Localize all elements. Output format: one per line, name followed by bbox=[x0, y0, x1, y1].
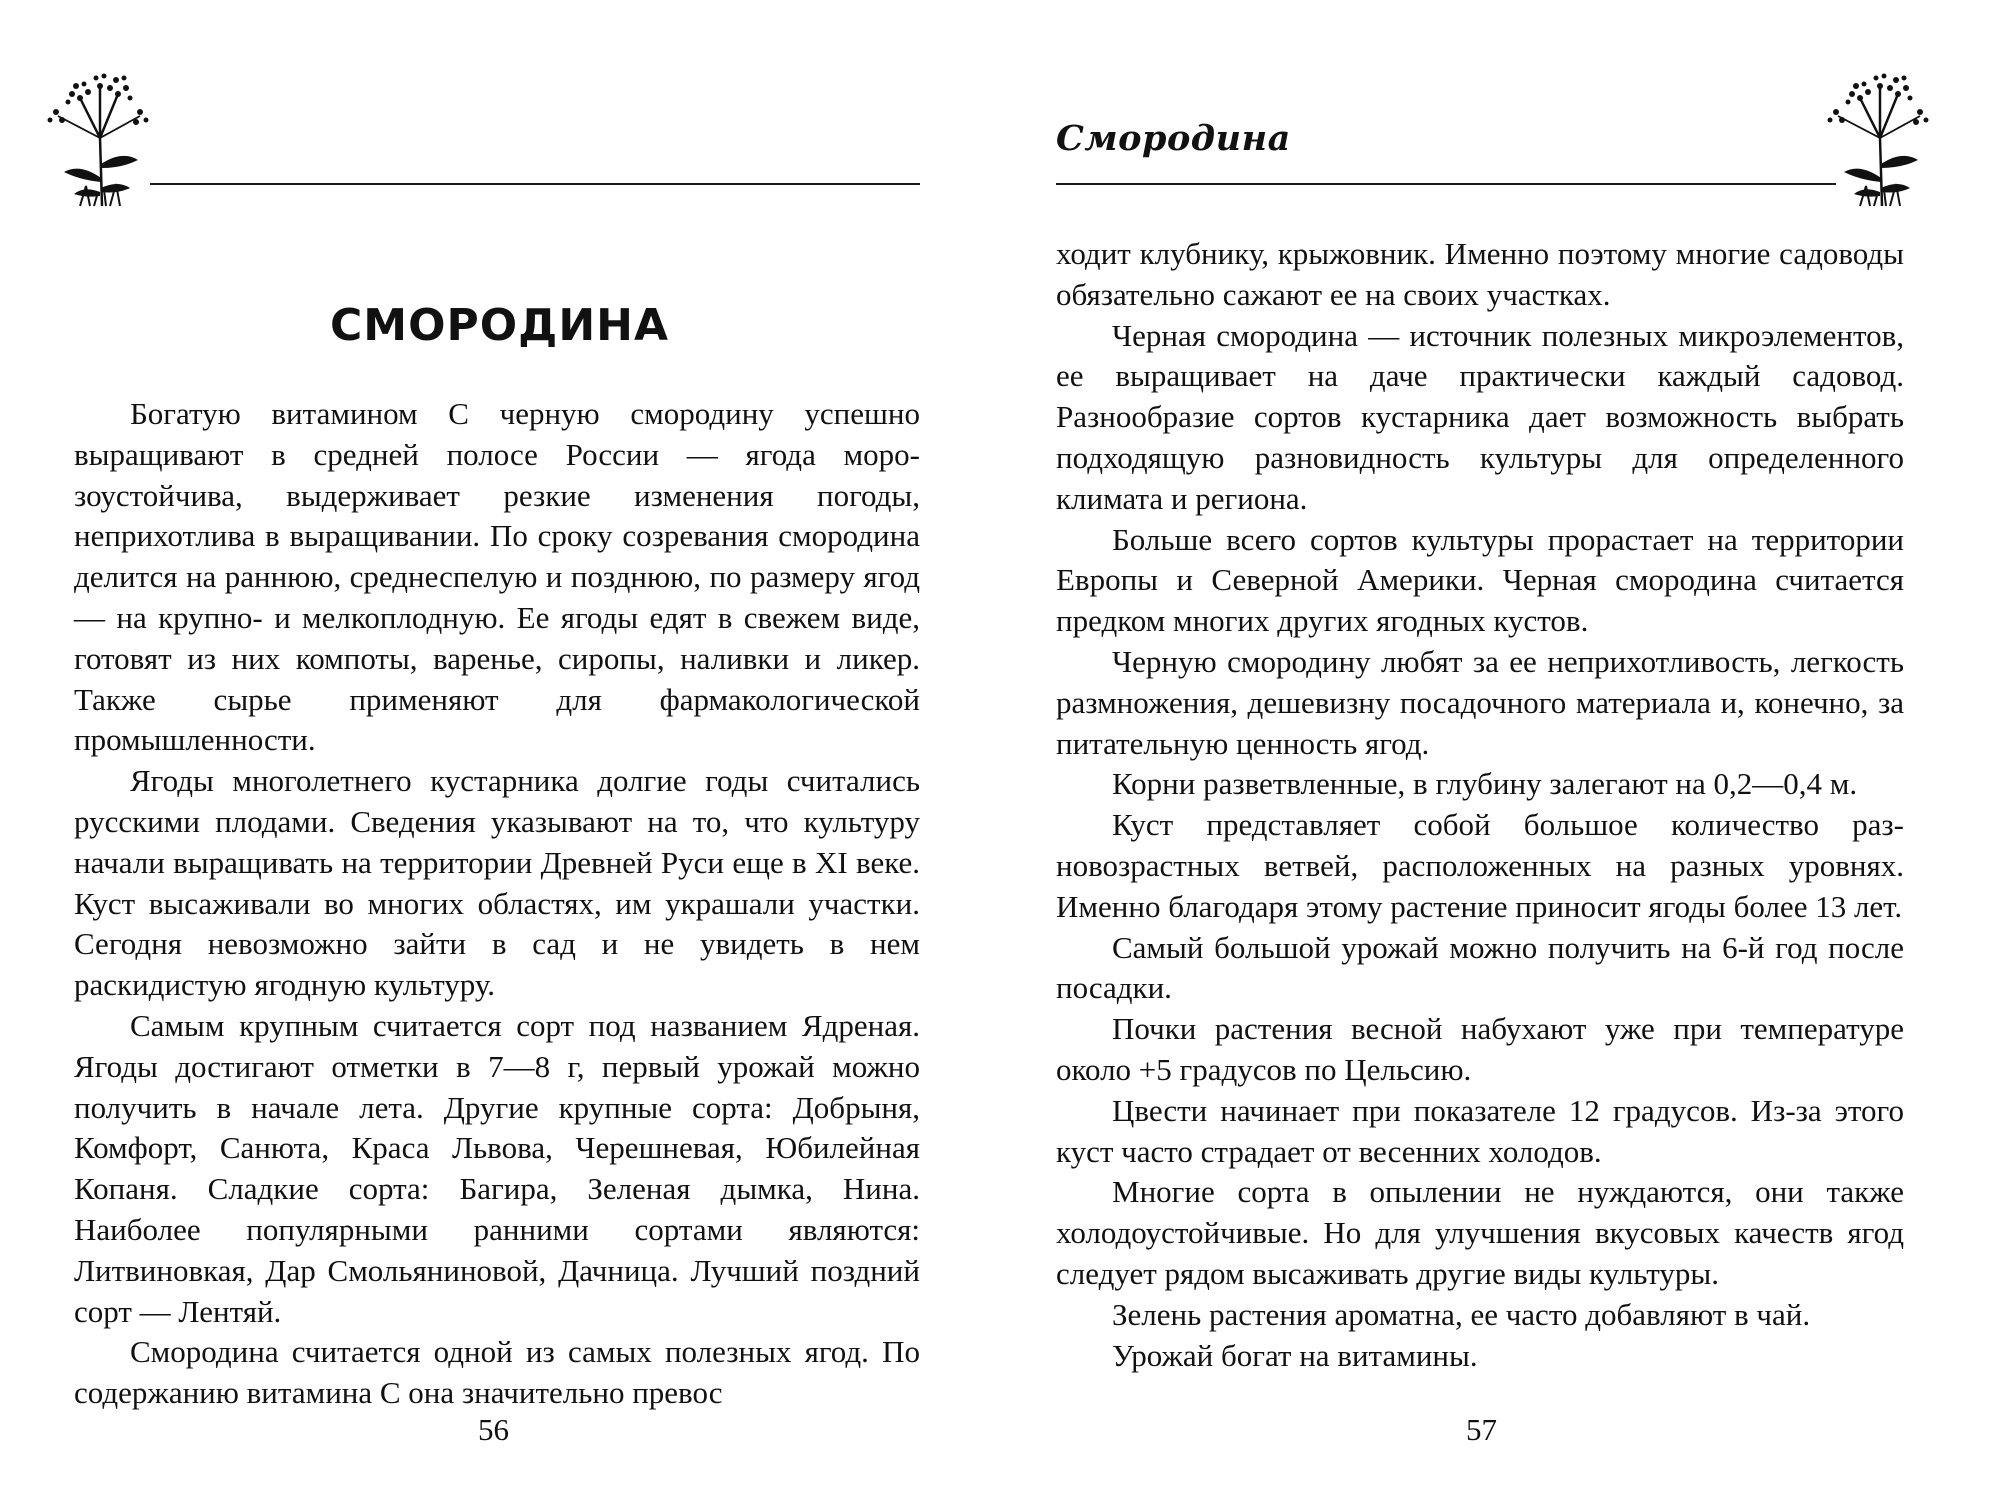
right-page bbox=[1000, 0, 2000, 1509]
plant-ornament-icon bbox=[1820, 68, 1940, 208]
paragraph: Ягоды многолетнего кустарника долгие годы считались русскими плодами. Сведения указывают на то, что культуру начали выращивать на территории Древней Руси еще в XI веке. Куст высаживали во многих областях, им украшали участки. Сегодня невозможно зайти в сад и не увидеть в нем раскидистую ягодную культуру. bbox=[74, 763, 920, 1003]
paragraph: Многие сорта в опылении не нуждаются, они также холодоустойчивые. Но для улучшения вкусовых качеств ягод следует рядом высаживать другие виды культуры. bbox=[1056, 1174, 1904, 1291]
body-text bbox=[1056, 234, 1904, 1376]
paragraph: ходит клубнику, крыжовник. Именно поэтому многие садоводы обязательно сажают ее на своих участках. bbox=[1056, 236, 1904, 312]
paragraph: Куст представляет собой большое количество разновозрастных ветвей, расположенных на разных уровнях. Именно благодаря этому растение приносит ягоды более 13 лет. bbox=[1056, 807, 1904, 924]
chapter-title: СМОРОДИНА bbox=[330, 300, 670, 351]
body-text bbox=[74, 394, 920, 1414]
paragraph: Богатую витамином С черную смородину успешно выращивают в средней полосе России — ягода морозоустойчива, выдерживает резкие изменения погоды, неприхотлива в выращивании. По сроку созревания смородина делится на раннюю, среднеспелую и позднюю, по размеру ягод — на крупно- и мелкоплодную. Ее ягоды едят в свежем виде, готовят из них компоты, варенье, сиропы, наливки и ликер. Также сырье применяют для фармакологической промышленности. bbox=[74, 396, 920, 758]
paragraph: Больше всего сортов культуры прорастает на территории Европы и Северной Америки. Черная смородина считается предком многих других ягодных кустов. bbox=[1056, 521, 1904, 639]
paragraph: Цвести начинает при показателе 12 градусов. Из-за этого куст часто страдает от весенних холодов. bbox=[1056, 1092, 1904, 1169]
header-rule bbox=[150, 183, 920, 185]
paragraph: Самый большой урожай можно получить на 6-й год после посадки. bbox=[1056, 929, 1904, 1006]
paragraph: Черная смородина — источник полезных микроэлементов, ее выращивает на даче практически каждый садовод. Разнообразие сортов кустарника дает возможность выбрать подходящую разновидность культуры для определенного климата и региона. bbox=[1056, 317, 1904, 516]
paragraph: Зелень растения ароматна, ее часто добавляют в чай. bbox=[1112, 1296, 1811, 1332]
paragraph: Черную смородину любят за ее неприхотливость, легкость размножения, дешевизну посадочного материала и, конечно, за питательную ценность ягод. bbox=[1056, 643, 1904, 761]
running-head: Смородина bbox=[1056, 118, 1291, 159]
paragraph: Смородина считается одной из самых полезных ягод. По содержанию витамина С она значительно превос bbox=[74, 1334, 920, 1411]
paragraph: Самым крупным считается сорт под названием Ядреная. Ягоды достигают отметки в 7—8 г, первый урожай можно получить в начале лета. Другие крупные сорта: Добрыня, Комфорт, Санюта, Краса Львова, Черешневая, Юбилейная Копаня. Сладкие сорта: Багира, Зеленая дымка, Нина. Наиболее популярными ранними сортами являются: Литвиновкая, Дар Смольяниновой, Дачница. Лучший поздний сорт — Лентяй. bbox=[74, 1007, 920, 1329]
header-rule bbox=[1056, 183, 1836, 185]
paragraph: Корни разветвленные, в глубину залегают на 0,2—0,4 м. bbox=[1112, 766, 1858, 802]
paragraph: Урожай богат на витамины. bbox=[1112, 1337, 1478, 1373]
plant-ornament-icon bbox=[40, 68, 160, 208]
paragraph: Почки растения весной набухают уже при температуре около +5 градусов по Цельсию. bbox=[1056, 1011, 1904, 1087]
page-number: 56 bbox=[478, 1412, 509, 1447]
page-number: 57 bbox=[1466, 1412, 1497, 1447]
